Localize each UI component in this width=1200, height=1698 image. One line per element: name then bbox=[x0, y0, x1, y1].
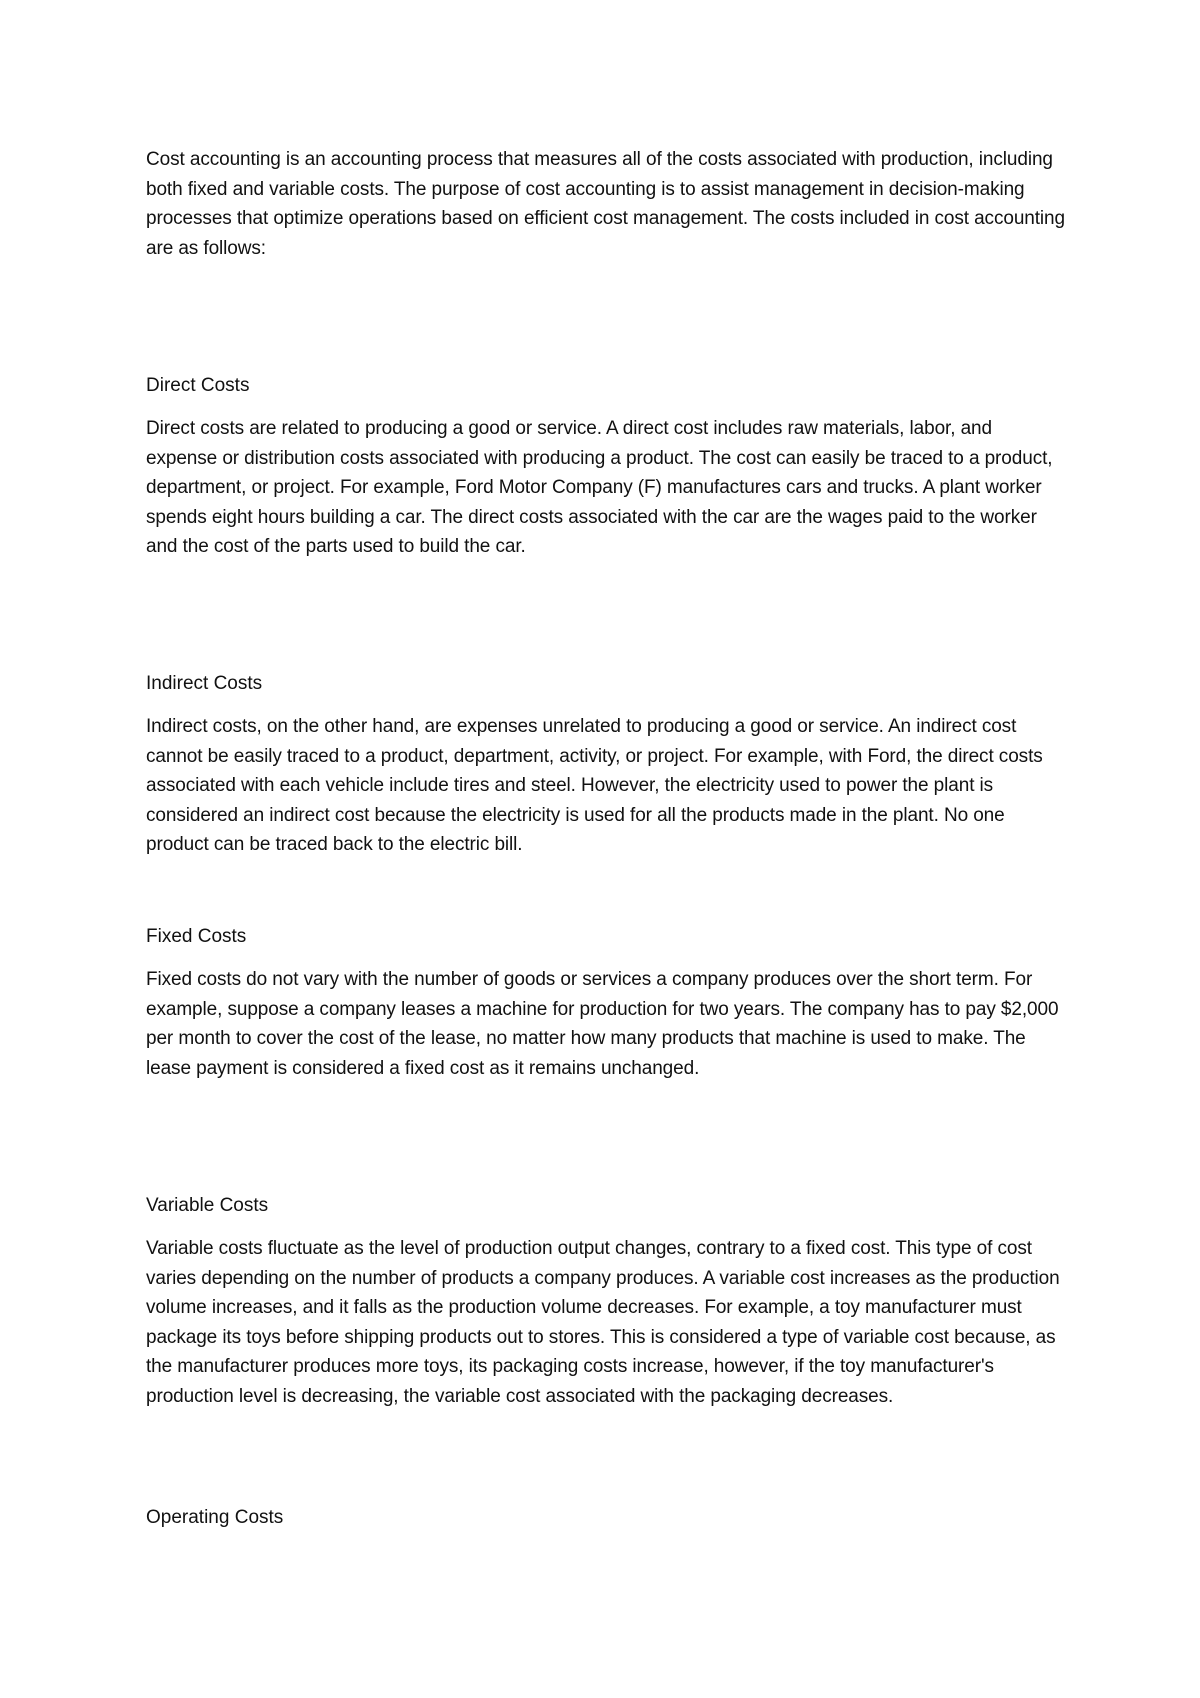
section-heading-indirect-costs: Indirect Costs bbox=[146, 673, 263, 694]
section-body-variable-costs: Variable costs fluctuate as the level of production output changes, contrary to a fixed cost. This type of cost varies depending on the number of products a company produces. A variable cost increases as the production volume increases, and it falls as the production volume decreases. For example, a toy manufacturer must package its toys before shipping products out to stores. This is considered a type of variable cost because, as the manufacturer produces more toys, its packaging costs increase, however, if the toy manufacturer's production level is decreasing, the variable cost associated with the packaging decreases. bbox=[146, 1238, 1060, 1407]
section-heading-operating-costs: Operating Costs bbox=[146, 1507, 284, 1528]
section-body-direct-costs: Direct costs are related to producing a good or service. A direct cost includes raw materials, labor, and expense or distribution costs associated with producing a product. The cost can easily be traced to a product, department, or project. For example, Ford Motor Company (F) manufactures cars and trucks. A plant worker spends eight hours building a car. The direct costs associated with the car are the wages paid to the worker and the cost of the parts used to build the car. bbox=[146, 418, 1053, 557]
section-heading-fixed-costs: Fixed Costs bbox=[146, 926, 247, 947]
section-heading-variable-costs: Variable Costs bbox=[146, 1195, 269, 1216]
section-body-fixed-costs: Fixed costs do not vary with the number of goods or services a company produces over the short term. For example, suppose a company leases a machine for production for two years. The company has to pay $2,000 per month to cover the cost of the lease, no matter how many products that machine is used to make. The lease payment is considered a fixed cost as it remains unchanged. bbox=[146, 969, 1059, 1079]
section-body-indirect-costs: Indirect costs, on the other hand, are expenses unrelated to producing a good or service. An indirect cost cannot be easily traced to a product, department, activity, or project. For example, with Ford, the direct costs associated with each vehicle include tires and steel. However, the electricity used to power the plant is considered an indirect cost because the electricity is used for all the products made in the plant. No one product can be traced back to the electric bill. bbox=[146, 716, 1043, 855]
intro-paragraph: Cost accounting is an accounting process that measures all of the costs associated with production, including both fixed and variable costs. The purpose of cost accounting is to assist management in decision-making processes that optimize operations based on efficient cost management. The costs included in cost accounting are as follows: bbox=[146, 149, 1065, 259]
section-heading-direct-costs: Direct Costs bbox=[146, 375, 250, 396]
